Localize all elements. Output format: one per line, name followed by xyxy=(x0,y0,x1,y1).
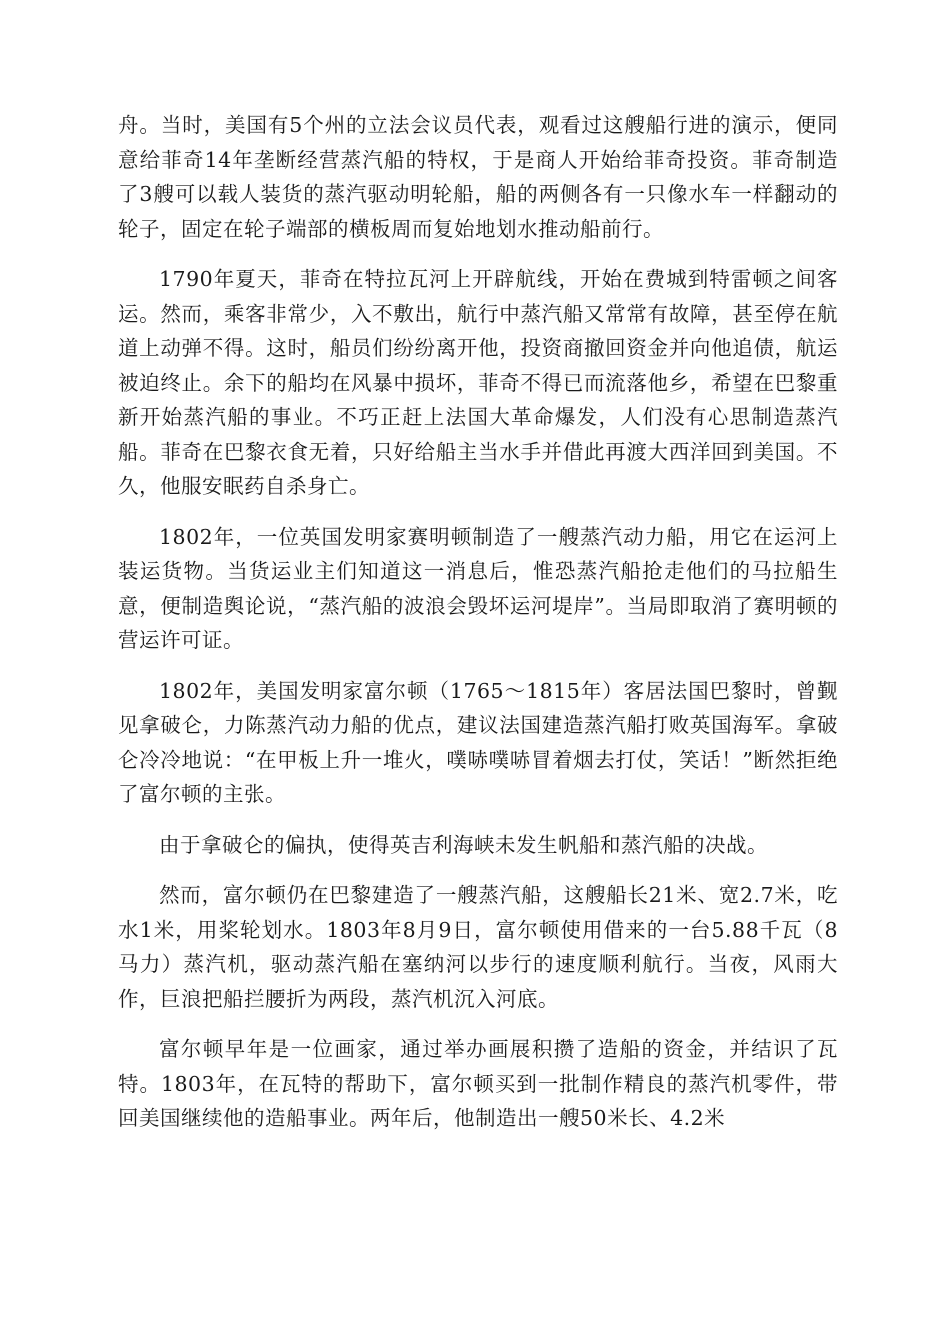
paragraph-5: 由于拿破仑的偏执，使得英吉利海峡未发生帆船和蒸汽船的决战。 xyxy=(159,832,768,857)
paragraph-7: 富尔顿早年是一位画家，通过举办画展积攒了造船的资金，并结识了瓦特。1803年，在瓦特的帮助下，富尔顿买到一批制作精良的蒸汽机零件，带回美国继续他的造船事业。两年后，他制造出一艘50米长、4.2米 xyxy=(118,1037,838,1130)
paragraph-4: 1802年，美国发明家富尔顿（1765～1815年）客居法国巴黎时，曾觐见拿破仑，力陈蒸汽动力船的优点，建议法国建造蒸汽船打败英国海军。拿破仑冷冷地说：“在甲板上升一堆火，噗哧噗哧冒着烟去打仗，笑话！”断然拒绝了富尔顿的主张。 xyxy=(118,678,838,806)
document-body xyxy=(118,108,838,1152)
paragraph-6: 然而，富尔顿仍在巴黎建造了一艘蒸汽船，这艘船长21米、宽2.7米，吃水1米，用桨轮划水。1803年8月9日，富尔顿使用借来的一台5.88千瓦（8马力）蒸汽机，驱动蒸汽船在塞纳河以步行的速度顺利航行。当夜，风雨大作，巨浪把船拦腰折为两段，蒸汽机沉入河底。 xyxy=(118,883,838,1011)
paragraph-3: 1802年，一位英国发明家赛明顿制造了一艘蒸汽动力船，用它在运河上装运货物。当货运业主们知道这一消息后，惟恐蒸汽船抢走他们的马拉船生意，便制造舆论说，“蒸汽船的波浪会毁坏运河堤岸”。当局即取消了赛明顿的营运许可证。 xyxy=(118,524,838,652)
paragraph-1: 舟。当时，美国有5个州的立法会议员代表，观看过这艘船行进的演示，便同意给菲奇14年垄断经营蒸汽船的特权，于是商人开始给菲奇投资。菲奇制造了3艘可以载人装货的蒸汽驱动明轮船，船的两侧各有一只像水车一样翻动的轮子，固定在轮子端部的横板周而复始地划水推动船前行。 xyxy=(118,113,838,241)
paragraph-2: 1790年夏天，菲奇在特拉瓦河上开辟航线，开始在费城到特雷顿之间客运。然而，乘客非常少，入不敷出，航行中蒸汽船又常常有故障，甚至停在航道上动弹不得。这时，船员们纷纷离开他，投资商撤回资金并向他追债，航运被迫终止。余下的船均在风暴中损坏，菲奇不得已而流落他乡，希望在巴黎重新开始蒸汽船的事业。不巧正赶上法国大革命爆发，人们没有心思制造蒸汽船。菲奇在巴黎衣食无着，只好给船主当水手并借此再渡大西洋回到美国。不久，他服安眠药自杀身亡。 xyxy=(118,267,838,498)
